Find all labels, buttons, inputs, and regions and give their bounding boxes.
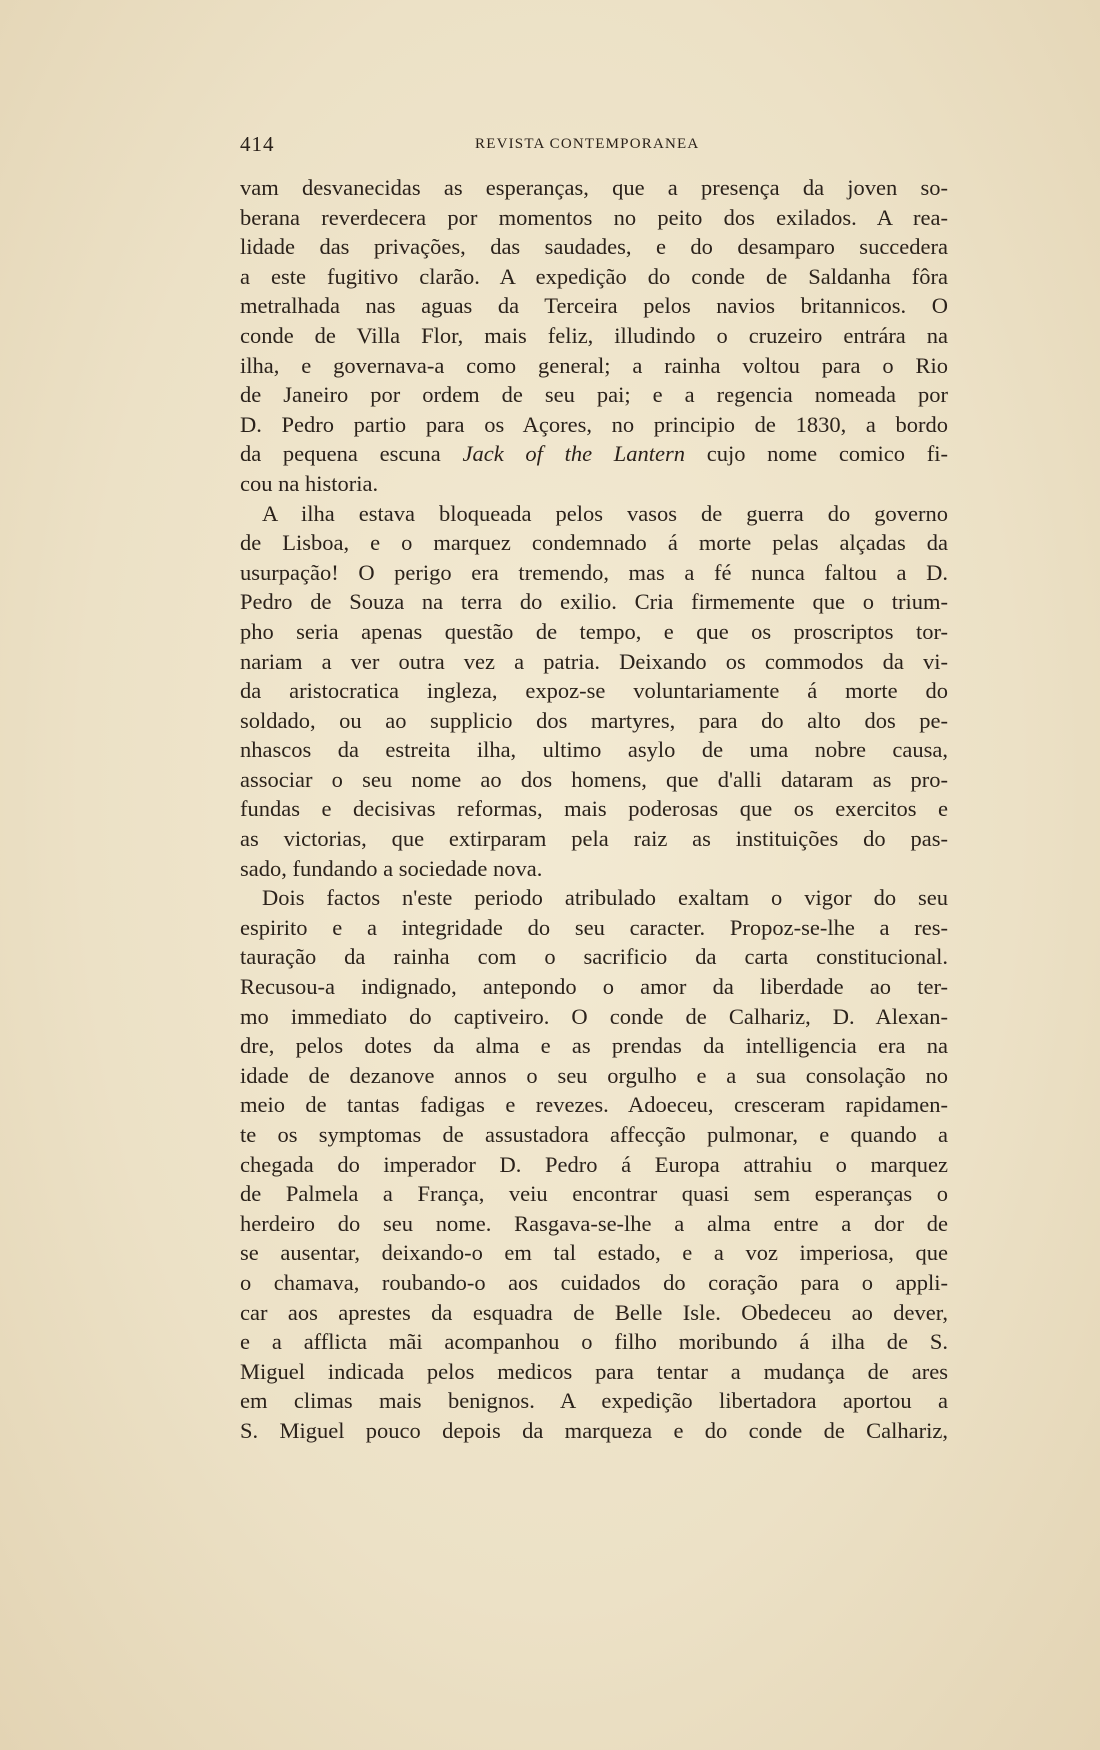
text-line: Recusou-a indignado, antepondo o amor da liberdade ao ter- (240, 974, 948, 1000)
text-line: idade de dezanove annos o seu orgulho e a sua consolação no (240, 1062, 948, 1088)
text-line: as victorias, que extirparam pela raiz as instituições do pas- (240, 826, 948, 852)
text-line: de Palmela a França, veiu encontrar quasi sem esperanças o (240, 1181, 948, 1207)
ship-name-italic: Jack of the Lantern (462, 441, 686, 467)
text-line: tauração da rainha com o sacrificio da carta constitucional. (240, 944, 948, 970)
text-line: usurpação! O perigo era tremendo, mas a fé nunca faltou a D. (240, 559, 948, 585)
text-line: da aristocratica ingleza, expoz-se voluntariamente á morte do (240, 678, 948, 704)
text-line (240, 439, 948, 469)
text-line: Miguel indicada pelos medicos para tentar a mudança de ares (240, 1358, 948, 1384)
text-fragment: cujo nome comico fi- (685, 441, 948, 467)
text-line: e a afflicta mãi acompanhou o filho moribundo á ilha de S. (240, 1329, 948, 1355)
text-line: Dois factos n'este periodo atribulado exaltam o vigor do seu (262, 885, 948, 911)
text-line: A ilha estava bloqueada pelos vasos de guerra do governo (262, 500, 948, 526)
text-line: vam desvanecidas as esperanças, que a presença da joven so- (240, 175, 948, 200)
text-line: berana reverdecera por momentos no peito dos exilados. A rea- (240, 204, 948, 230)
text-line: lidade das privações, das saudades, e do desamparo succedera (240, 234, 948, 260)
text-line: associar o seu nome ao dos homens, que d'alli dataram as pro- (240, 766, 948, 792)
text-line: car aos aprestes da esquadra de Belle Isle. Obedeceu ao dever, (240, 1299, 948, 1325)
text-line: ilha, e governava-a como general; a rainha voltou para o Rio (240, 352, 948, 378)
text-line: metralhada nas aguas da Terceira pelos navios britannicos. O (240, 293, 948, 319)
text-line: meio de tantas fadigas e revezes. Adoeceu, cresceram rapidamen- (240, 1092, 948, 1118)
text-fragment: da pequena escuna (240, 441, 463, 467)
text-line: sado, fundando a sociedade nova. (240, 855, 543, 881)
text-line: herdeiro do seu nome. Rasgava-se-lhe a alma entre a dor de (240, 1210, 948, 1236)
text-line: a este fugitivo clarão. A expedição do conde de Saldanha fôra (240, 263, 948, 289)
journal-title: REVISTA CONTEMPORANEA (475, 136, 700, 152)
text-line: te os symptomas de assustadora affecção pulmonar, e quando a (240, 1122, 948, 1147)
text-line: conde de Villa Flor, mais feliz, illudindo o cruzeiro entrára na (240, 322, 948, 348)
text-line: chegada do imperador D. Pedro á Europa attrahiu o marquez (240, 1151, 948, 1177)
page-number: 414 (240, 132, 275, 156)
body-text (240, 173, 948, 1446)
text-line: soldado, ou ao supplicio dos martyres, para do alto dos pe- (240, 707, 948, 733)
text-line: o chamava, roubando-o aos cuidados do coração para o appli- (240, 1269, 948, 1295)
text-line: de Janeiro por ordem de seu pai; e a regencia nomeada por (240, 382, 948, 408)
text-line: fundas e decisivas reformas, mais poderosas que os exercitos e (240, 796, 948, 822)
text-line: espirito e a integridade do seu caracter. Propoz-se-lhe a res- (240, 914, 948, 940)
text-line: dre, pelos dotes da alma e as prendas da intelligencia era na (240, 1033, 948, 1059)
running-head (240, 132, 950, 162)
text-line: se ausentar, deixando-o em tal estado, e a voz imperiosa, que (240, 1240, 948, 1266)
text-line: em climas mais benignos. A expedição libertadora aportou a (240, 1388, 948, 1414)
text-line: mo immediato do captiveiro. O conde de Calhariz, D. Alexan- (240, 1003, 948, 1029)
text-line: Pedro de Souza na terra do exilio. Cria firmemente que o trium- (240, 589, 948, 615)
text-line: D. Pedro partio para os Açores, no principio de 1830, a bordo (240, 411, 948, 437)
text-line: S. Miguel pouco depois da marqueza e do conde de Calhariz, (240, 1417, 948, 1443)
text-line: cou na historia. (240, 470, 379, 496)
text-line: nariam a ver outra vez a patria. Deixando os commodos da vi- (240, 648, 948, 674)
text-line: pho seria apenas questão de tempo, e que os proscriptos tor- (240, 618, 948, 644)
text-line: nhascos da estreita ilha, ultimo asylo de uma nobre causa, (240, 737, 948, 763)
text-line: de Lisboa, e o marquez condemnado á morte pelas alçadas da (240, 530, 948, 556)
